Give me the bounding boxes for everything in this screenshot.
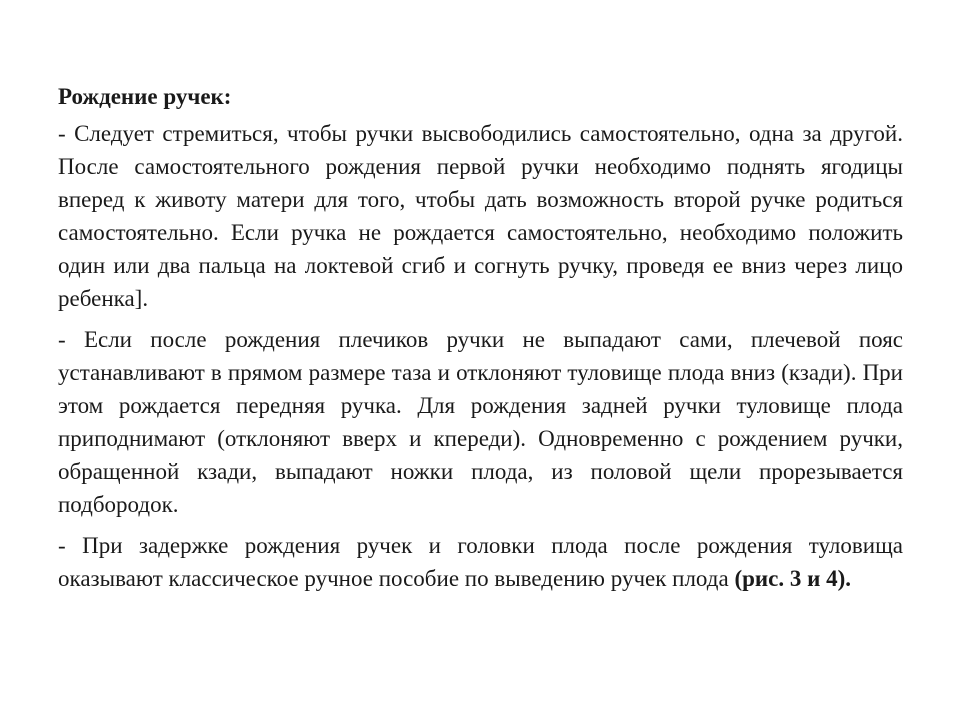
paragraph-1 <box>58 117 903 315</box>
paragraph-3 <box>58 529 903 595</box>
paragraph-2-text: - Если после рождения плечиков ручки не выпадают сами, плечевой пояс устанавливают в прямом размере таза и отклоняют туловище плода вниз (кзади). При этом рождается передняя ручка. Для рождения задней ручки туловище плода приподнимают (отклоняют вверх и кпереди). Одновременно с рождением ручки, обращенной кзади, выпадают ножки плода, из половой щели прорезывается подбородок. <box>58 327 903 517</box>
slide-heading: Рождение ручек: <box>58 84 232 109</box>
figure-reference: (рис. 3 и 4). <box>734 566 852 591</box>
slide-content <box>58 80 903 603</box>
paragraph-1-text: - Следует стремиться, чтобы ручки высвободились самостоятельно, одна за другой. После самостоятельного рождения первой ручки необходимо поднять ягодицы вперед к животу матери для того, чтобы дать возможность второй ручке родиться самостоятельно. Если ручка не рождается самостоятельно, необходимо положить один или два пальца на локтевой сгиб и согнуть ручку, проведя ее вниз через лицо ребенка]. <box>58 121 903 311</box>
paragraph-3-text: - При задержке рождения ручек и головки плода после рождения туловища оказывают классическое ручное пособие по выведению ручек плода <box>58 533 903 591</box>
paragraph-2 <box>58 323 903 521</box>
